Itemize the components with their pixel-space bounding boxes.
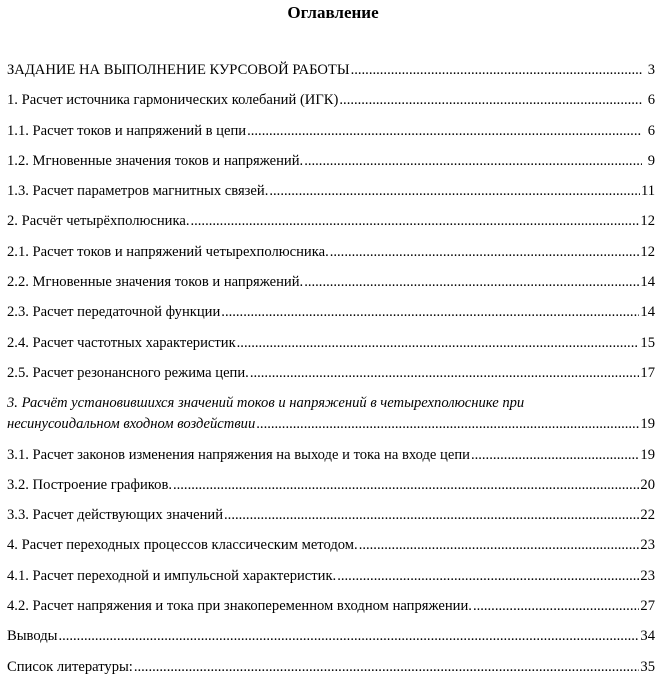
toc-entry-text: 2.5. Расчет резонансного режима цепи. [7,364,249,381]
toc-leader-dots [351,62,642,79]
toc-page-number: 6 [647,92,655,109]
toc-entry-text: 4.1. Расчет переходной и импульсной характеристик. [7,567,337,584]
toc-page-number: 15 [640,334,655,351]
toc-entry[interactable] [7,304,655,321]
toc-leader-dots [237,335,640,352]
toc-page-number: 14 [640,274,655,291]
toc-entry-line2 [7,416,655,433]
toc-entry[interactable] [7,335,655,352]
toc-entry[interactable] [7,447,655,464]
toc-entry-text: 3. Расчёт установившихся значений токов и напряжений в четырехполюснике при [7,395,525,412]
toc-page-number: 9 [647,152,655,169]
toc-entry[interactable] [7,395,655,433]
toc-page-number: 12 [640,243,655,260]
toc-entry-text: Список литературы: [7,658,133,675]
toc-leader-dots [250,365,640,382]
toc-leader-dots [247,123,642,140]
toc-entry-text: 1. Расчет источника гармонических колебаний (ИГК) [7,92,339,109]
toc-entry[interactable] [7,92,655,109]
toc-entry[interactable] [7,244,655,261]
toc-entry-text: 4. Расчет переходных процессов классическим методом. [7,537,358,554]
toc-entry[interactable] [7,274,655,291]
toc-page-number: 19 [640,416,655,433]
toc-page-number: 17 [640,364,655,381]
toc-leader-dots [224,507,639,524]
toc-entry[interactable] [7,628,655,645]
page-title: Оглавление [287,3,379,22]
toc-entry-text: 1.3. Расчет параметров магнитных связей. [7,183,269,200]
toc-leader-dots [339,92,642,109]
toc-page-number: 34 [640,628,655,645]
toc-leader-dots [134,659,640,676]
toc-entry-text: 3.2. Построение графиков. [7,476,172,493]
toc-leader-dots [471,447,639,464]
toc-leader-dots [190,213,639,230]
toc-page-number: 27 [640,598,655,615]
toc-page-number: 19 [640,446,655,463]
toc-entry-text: 3.1. Расчет законов изменения напряжения на выходе и тока на входе цепи [7,446,470,463]
toc-entry[interactable] [7,62,655,79]
toc-entry[interactable] [7,598,655,615]
toc-leader-dots [269,183,640,200]
toc-entry-text: 2.1. Расчет токов и напряжений четырехполюсника. [7,243,329,260]
toc-entry[interactable] [7,568,655,585]
toc-entry-text: 3.3. Расчет действующих значений [7,507,224,524]
toc-page-number: 23 [640,567,655,584]
toc-entry[interactable] [7,183,655,200]
toc-entry-text: 2.2. Мгновенные значения токов и напряжений. [7,274,304,291]
toc-leader-dots [304,153,642,170]
toc-leader-dots [256,416,639,433]
toc-page-number: 14 [640,304,655,321]
toc-leader-dots [173,477,639,494]
toc-page-number: 22 [640,507,655,524]
toc-entry[interactable] [7,153,655,170]
toc-page-number: 6 [647,122,655,139]
toc-entry-text: 2.3. Расчет передаточной функции [7,304,221,321]
toc-leader-dots [473,598,639,615]
toc-leader-dots [359,537,640,554]
toc-entry[interactable] [7,365,655,382]
toc-page-number: 20 [640,476,655,493]
toc-leader-dots [304,274,639,291]
toc-entry-text: 4.2. Расчет напряжения и тока при знакопеременном входном напряжении. [7,598,472,615]
toc-leader-dots [330,244,640,261]
toc-entry[interactable] [7,123,655,140]
toc-entry[interactable] [7,477,655,494]
toc-leader-dots [337,568,639,585]
toc-leader-dots [221,304,639,321]
toc-entry-text: 2. Расчёт четырёхполюсника. [7,213,190,230]
toc-entry-text: ЗАДАНИЕ НА ВЫПОЛНЕНИЕ КУРСОВОЙ РАБОТЫ [7,62,350,78]
toc-entry[interactable] [7,537,655,554]
toc-entry[interactable] [7,213,655,230]
toc-entry[interactable] [7,507,655,524]
toc-entry[interactable] [7,659,655,676]
toc-entry-text: 1.1. Расчет токов и напряжений в цепи [7,122,247,139]
toc-page-number: 35 [640,658,655,675]
toc-page-number: 3 [647,62,655,78]
toc-leader-dots [58,628,639,645]
toc-entry-text: несинусоидальном входном воздействии [7,416,256,433]
table-of-contents [7,62,655,689]
toc-page-number: 12 [640,213,655,230]
toc-page-number: 23 [640,537,655,554]
toc-entry-text: Выводы [7,628,58,645]
toc-entry-text: 1.2. Мгновенные значения токов и напряжений. [7,152,304,169]
toc-page-number: 11 [640,183,655,200]
toc-entry-text: 2.4. Расчет частотных характеристик [7,334,236,351]
